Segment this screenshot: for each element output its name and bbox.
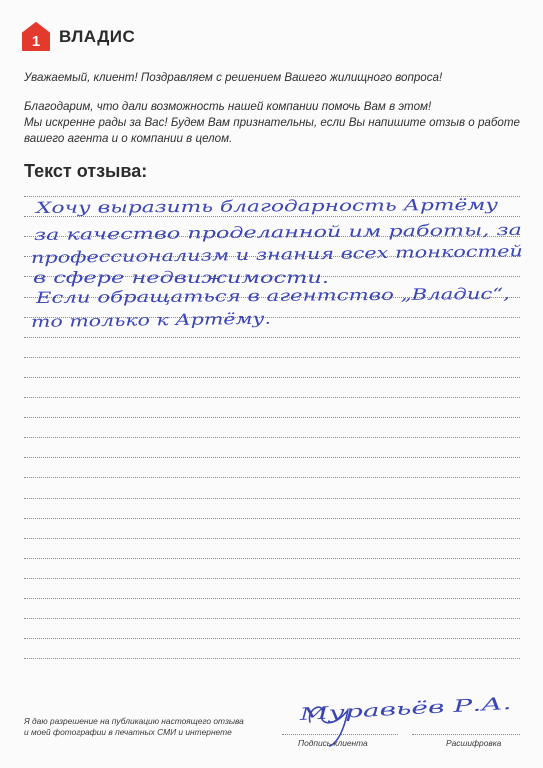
consent-line: Я даю разрешение на публикацию настоящего отзыва: [24, 716, 244, 726]
intro-greeting: Уважаемый, клиент! Поздравляем с решением Вашего жилищного вопроса!: [24, 71, 443, 84]
handwritten-line: в сфере недвижимости.: [33, 269, 329, 287]
brand-name: ВЛАДИС: [59, 27, 136, 46]
intro-paragraph-2: Мы искренне рады за Вас! Будем Вам признательны, если Вы напишите отзыв о работе: [24, 116, 520, 129]
decoding-line: [412, 734, 520, 735]
handwritten-line: Если обращаться в агентство „Владис“,: [35, 285, 383, 307]
review-section-title: Текст отзыва:: [24, 161, 148, 181]
handwritten-line: профессионализм и знания всех тонкостей: [30, 243, 398, 267]
signature-line: [282, 734, 398, 735]
handwritten-signature-name: Муравьёв Р.А.: [299, 698, 429, 725]
handwritten-line: Хочу выразить благодарность Артёму: [35, 196, 366, 217]
handwritten-line: за качество проделанной им работы, за: [33, 222, 374, 244]
intro-paragraph-1: Благодарим, что дали возможность нашей компании помочь Вам в этом!: [24, 100, 432, 113]
handwritten-line: то только к Артёму.: [30, 310, 213, 331]
signature-label: Подпись клиента: [298, 738, 368, 748]
logo-digit: 1: [31, 33, 41, 50]
intro-paragraph-3: вашего агента и о компании в целом.: [24, 132, 233, 145]
decoding-label: Расшифровка: [446, 738, 502, 748]
consent-line: и моей фотографии в печатных СМИ и интернете: [24, 727, 232, 737]
consent-text: [24, 716, 274, 738]
